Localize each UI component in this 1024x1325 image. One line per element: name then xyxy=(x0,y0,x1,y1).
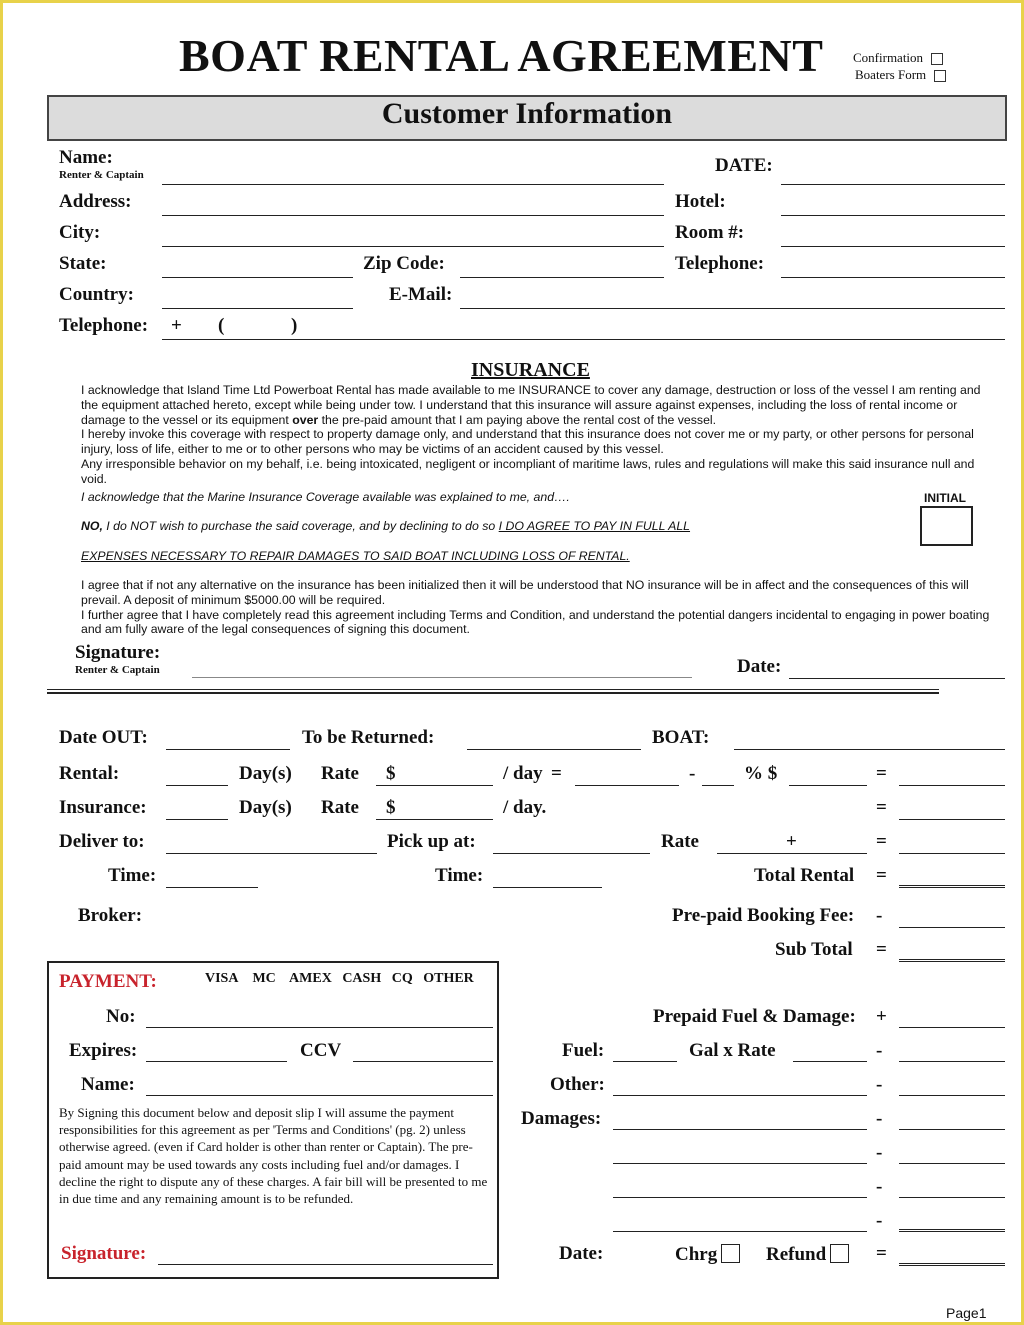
damages-field-3[interactable] xyxy=(613,1197,867,1198)
damages-total-field-2[interactable] xyxy=(899,1163,1005,1164)
rental-days-field[interactable] xyxy=(166,785,228,786)
initial-label: INITIAL xyxy=(924,491,966,505)
damages-field-2[interactable] xyxy=(613,1163,867,1164)
total-rental-field[interactable] xyxy=(899,885,1005,888)
payment-method-cash[interactable]: CASH xyxy=(342,971,382,986)
other-label: Other: xyxy=(550,1074,605,1095)
insurance-dollar: $ xyxy=(386,797,396,818)
cardholder-name-label: Name: xyxy=(81,1074,135,1095)
deliver-to-label: Deliver to: xyxy=(59,831,145,852)
prepaid-fee-label: Pre-paid Booking Fee: xyxy=(672,905,855,926)
to-be-returned-field[interactable] xyxy=(467,749,641,750)
ccv-label: CCV xyxy=(300,1040,342,1061)
payment-signature-field[interactable] xyxy=(158,1264,493,1265)
payment-method-visa[interactable]: VISA xyxy=(205,971,239,986)
payment-signature-label: Signature: xyxy=(61,1243,147,1264)
email-label: E-Mail: xyxy=(389,284,453,305)
insurance-paragraph-1: I acknowledge that Island Time Ltd Powerboat Rental has made available to me INSURANCE to cover any damage, destruction or loss of the vessel I am renting and the equipment attached hereto, except while being under tow. I understand that this insurance will assure against expenses, including the loss of rental income or damage to the vessel or its equipment over the pre-paid amount that I am paying above the rental cost of the vessel. xyxy=(81,383,981,427)
total-rental-equals: = xyxy=(876,865,887,886)
city-field[interactable] xyxy=(162,246,664,247)
damages-total-field-1[interactable] xyxy=(899,1129,1005,1130)
insurance-total-field[interactable] xyxy=(899,819,1005,820)
page-number: Page1 xyxy=(946,1305,987,1321)
room-field[interactable] xyxy=(781,246,1005,247)
state-label: State: xyxy=(59,253,107,274)
rental-discount-minus: - xyxy=(689,763,696,784)
boat-label: BOAT: xyxy=(652,727,710,748)
total-rental-label: Total Rental xyxy=(754,865,855,886)
insurance-row-label: Insurance: xyxy=(59,797,147,818)
insurance-date-label: Date: xyxy=(737,656,782,677)
hotel-field[interactable] xyxy=(781,215,1005,216)
fuel-gal-field[interactable] xyxy=(613,1061,677,1062)
name-sublabel: Renter & Captain xyxy=(59,169,144,181)
insurance-equals: = xyxy=(876,797,887,818)
fuel-rate-field[interactable] xyxy=(793,1061,867,1062)
damages-field-4[interactable] xyxy=(613,1231,867,1232)
address-label: Address: xyxy=(59,191,132,212)
zip-label: Zip Code: xyxy=(363,253,445,274)
page xyxy=(3,3,1021,1322)
refund-label: Refund xyxy=(766,1244,827,1265)
rental-rate-label: Rate xyxy=(321,763,359,784)
delivery-plus: + xyxy=(786,831,797,852)
sub-total-field[interactable] xyxy=(899,959,1005,962)
rental-per-day: / day xyxy=(503,763,543,784)
boaters-form-checkbox-row[interactable] xyxy=(855,67,946,83)
gal-rate-label: Gal x Rate xyxy=(689,1040,776,1061)
payment-method-cq[interactable]: CQ xyxy=(391,971,413,986)
confirmation-checkbox-row[interactable] xyxy=(853,50,943,66)
room-label: Room #: xyxy=(675,222,745,243)
insurance-per-day: / day. xyxy=(503,797,547,818)
rental-discount-amount-field[interactable] xyxy=(789,785,867,786)
zip-field[interactable] xyxy=(460,277,664,278)
rental-rate-field[interactable] xyxy=(376,785,493,786)
damages-total-field-4[interactable] xyxy=(899,1229,1005,1232)
telephone-label: Telephone: xyxy=(675,253,765,274)
insurance-date-field[interactable] xyxy=(789,678,1005,679)
fuel-minus: - xyxy=(876,1040,883,1061)
expires-field[interactable] xyxy=(146,1061,287,1062)
phone-open-paren: ( xyxy=(218,315,225,336)
address-field[interactable] xyxy=(162,215,664,216)
chrg-checkbox[interactable] xyxy=(721,1244,740,1263)
final-equals: = xyxy=(876,1243,887,1264)
payment-terms: By Signing this document below and deposit slip I will assume the payment responsibilities for this agreement as per 'Terms and Conditions' (pg. 2) unless otherwise agreed. (even if Card holder is other than renter or Captain). The pre-paid amount may be used towards any costs including fuel and/or damages. I decline the right to dispute any of these charges. A fair bill will be presented to me in due time and any remaining amount is to be refunded. xyxy=(59,1105,488,1207)
rental-dollar: $ xyxy=(386,763,396,784)
payment-method-amex[interactable]: AMEX xyxy=(289,971,332,986)
prepaid-fee-minus: - xyxy=(876,905,883,926)
rental-total-field[interactable] xyxy=(899,785,1005,786)
damages-label: Damages: xyxy=(521,1108,602,1129)
section-title: Customer Information xyxy=(381,97,673,130)
insurance-rate-label: Rate xyxy=(321,797,359,818)
prepaid-fee-field[interactable] xyxy=(899,927,1005,928)
card-no-label: No: xyxy=(106,1006,136,1027)
insurance-paragraph-2: I hereby invoke this coverage with respect to property damage only, and understand that this insurance does not cover me or my party, or other persons for personal injury, loss of life, either to me or to other persons who may be victims of an accident caused by this vessel. xyxy=(81,427,974,457)
country-field[interactable] xyxy=(162,308,353,309)
damages-total-field-3[interactable] xyxy=(899,1197,1005,1198)
agreement-text-block xyxy=(81,578,993,637)
payment-method-other[interactable]: OTHER xyxy=(423,971,474,986)
rental-days-label: Day(s) xyxy=(239,763,292,784)
to-be-returned-label: To be Returned: xyxy=(302,727,435,748)
telephone-field[interactable] xyxy=(781,277,1005,278)
email-field[interactable] xyxy=(460,308,1005,309)
other-total-field[interactable] xyxy=(899,1095,1005,1096)
rental-label: Rental: xyxy=(59,763,120,784)
insurance-days-field[interactable] xyxy=(166,819,228,820)
rental-equals: = xyxy=(876,763,887,784)
boaters-form-label: Boaters Form xyxy=(855,67,927,82)
pick-up-at-field[interactable] xyxy=(493,853,650,854)
damages-field-1[interactable] xyxy=(613,1129,867,1130)
payment-method-mc[interactable]: MC xyxy=(252,971,276,986)
date-out-label: Date OUT: xyxy=(59,727,148,748)
other-field[interactable] xyxy=(613,1095,867,1096)
name-field[interactable] xyxy=(162,184,664,185)
rental-percent-dollar: % $ xyxy=(744,763,778,784)
delivery-total-field[interactable] xyxy=(899,853,1005,854)
city-label: City: xyxy=(59,222,101,243)
date-out-field[interactable] xyxy=(166,749,290,750)
prepaid-fuel-plus: + xyxy=(876,1006,887,1027)
expenses-line: EXPENSES NECESSARY TO REPAIR DAMAGES TO SAID BOAT INCLUDING LOSS OF RENTAL. xyxy=(81,549,630,563)
deliver-time-field[interactable] xyxy=(166,887,258,888)
date-field[interactable] xyxy=(781,184,1005,185)
sub-total-label: Sub Total xyxy=(775,939,853,960)
other-minus: - xyxy=(876,1074,883,1095)
deliver-time-label: Time: xyxy=(108,865,157,886)
delivery-rate-field[interactable] xyxy=(717,853,867,854)
insurance-paragraph-3: Any irresponsible behavior on my behalf, i.e. being intoxicated, negligent or incompliant of maritime laws, rules and regulations will make this said insurance null and void. xyxy=(81,456,975,486)
pickup-time-field[interactable] xyxy=(493,887,602,888)
decline-line: NO, I do NOT wish to purchase the said coverage, and by declining to do so I DO AGREE TO PAY IN FULL ALL xyxy=(81,519,691,533)
insurance-rate-field[interactable] xyxy=(376,819,493,820)
boat-field[interactable] xyxy=(734,749,1005,750)
chrg-label: Chrg xyxy=(675,1244,718,1265)
confirmation-checkbox[interactable] xyxy=(931,53,943,65)
fuel-label: Fuel: xyxy=(562,1040,605,1061)
telephone2-field[interactable] xyxy=(162,339,1005,340)
damages-minus-1: - xyxy=(876,1108,883,1129)
refund-row[interactable] xyxy=(766,1244,849,1266)
cardholder-name-field[interactable] xyxy=(146,1095,493,1096)
rental-per-day-equals: = xyxy=(551,763,562,784)
document-title: BOAT RENTAL AGREEMENT xyxy=(179,30,824,81)
date-label: DATE: xyxy=(715,155,773,176)
insurance-title: INSURANCE xyxy=(471,359,590,381)
payment-methods xyxy=(205,971,474,987)
card-no-field[interactable] xyxy=(146,1027,493,1028)
expires-label: Expires: xyxy=(69,1040,138,1061)
final-total-field[interactable] xyxy=(899,1263,1005,1266)
agreement-paragraph-1: I agree that if not any alternative on the insurance has been initialized then it will be understood that NO insurance will be in affect and the consequences of this will prevail. A deposit of minimum $5000.00 will be required. xyxy=(81,578,969,607)
signature-label: Signature: xyxy=(75,642,161,663)
phone-plus: + xyxy=(171,315,182,336)
signature-field[interactable] xyxy=(192,677,692,678)
insurance-text-block xyxy=(81,383,993,487)
chrg-row[interactable] xyxy=(675,1244,740,1266)
pick-up-at-label: Pick up at: xyxy=(387,831,476,852)
name-label: Name: xyxy=(59,147,113,168)
phone-close-paren: ) xyxy=(291,315,298,336)
final-date-label: Date: xyxy=(559,1243,604,1264)
insurance-acknowledge: I acknowledge that the Marine Insurance Coverage available was explained to me, and…. xyxy=(81,490,570,504)
payment-title: PAYMENT: xyxy=(59,971,157,992)
insurance-days-label: Day(s) xyxy=(239,797,292,818)
pickup-time-label: Time: xyxy=(435,865,484,886)
delivery-rate-label: Rate xyxy=(661,831,699,852)
damages-minus-4: - xyxy=(876,1210,883,1231)
telephone2-label: Telephone: xyxy=(59,315,149,336)
ccv-field[interactable] xyxy=(353,1061,493,1062)
rental-discount-percent-field[interactable] xyxy=(702,785,734,786)
rental-subtotal-field[interactable] xyxy=(575,785,679,786)
prepaid-fuel-field[interactable] xyxy=(899,1027,1005,1028)
broker-label: Broker: xyxy=(78,905,143,926)
confirmation-label: Confirmation xyxy=(853,50,924,65)
state-field[interactable] xyxy=(162,277,353,278)
section-divider xyxy=(47,689,939,694)
damages-minus-2: - xyxy=(876,1142,883,1163)
prepaid-fuel-label: Prepaid Fuel & Damage: xyxy=(653,1006,856,1027)
country-label: Country: xyxy=(59,284,134,305)
boaters-form-checkbox[interactable] xyxy=(934,70,946,82)
signature-sublabel: Renter & Captain xyxy=(75,664,160,676)
sub-total-equals: = xyxy=(876,939,887,960)
initial-box[interactable] xyxy=(920,506,973,546)
hotel-label: Hotel: xyxy=(675,191,726,212)
refund-checkbox[interactable] xyxy=(830,1244,849,1263)
fuel-total-field[interactable] xyxy=(899,1061,1005,1062)
agreement-paragraph-2: I further agree that I have completely read this agreement including Terms and Condition, and understand the potential dangers incidental to engaging in power boating and am fully aware of the legal consequences of signing this document. xyxy=(81,607,990,637)
damages-minus-3: - xyxy=(876,1176,883,1197)
deliver-to-field[interactable] xyxy=(166,853,377,854)
delivery-equals: = xyxy=(876,831,887,852)
